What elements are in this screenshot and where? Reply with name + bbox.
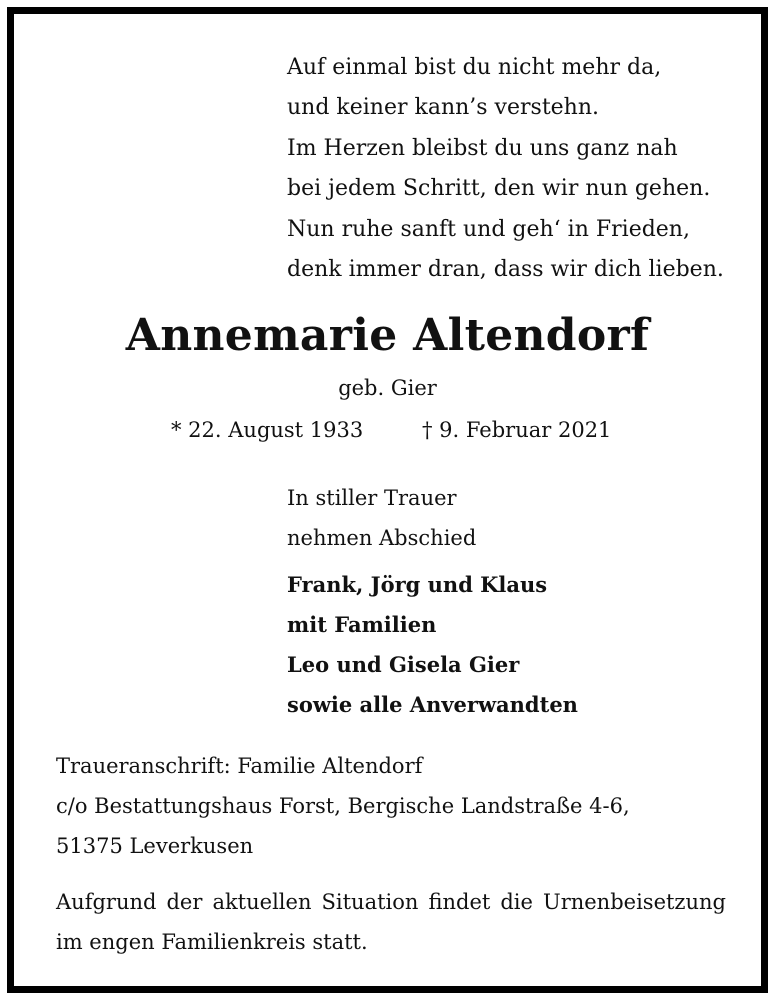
- poem-line: Im Herzen bleibst du uns ganz nah: [287, 135, 678, 161]
- address-line: c/o Bestattungshaus Forst, Bergische Landstraße 4-6,: [56, 794, 630, 818]
- maiden-name: geb. Gier: [338, 376, 437, 400]
- mourning-intro: [287, 478, 476, 558]
- burial-notice: [56, 882, 726, 962]
- notice-line: im engen Familienkreis statt.: [56, 930, 368, 954]
- mourning-line: In stiller Trauer: [287, 486, 457, 510]
- mourning-line: nehmen Abschied: [287, 526, 477, 550]
- memorial-poem: [287, 48, 724, 290]
- mourner-line: Leo und Gisela Gier: [287, 652, 520, 677]
- mourning-address: [56, 746, 630, 866]
- deceased-name: Annemarie Altendorf: [125, 310, 650, 361]
- mourner-line: mit Familien: [287, 612, 437, 637]
- poem-line: und keiner kann’s verstehn.: [287, 95, 600, 121]
- poem-line: denk immer dran, dass wir dich lieben.: [287, 257, 724, 283]
- poem-line: Nun ruhe sanft und geh‘ in Frieden,: [287, 216, 690, 242]
- mourner-line: Frank, Jörg und Klaus: [287, 572, 548, 597]
- address-line: 51375 Leverkusen: [56, 834, 254, 858]
- mourners-list: [287, 565, 578, 725]
- death-date: † 9. Februar 2021: [422, 418, 612, 442]
- poem-line: Auf einmal bist du nicht mehr da,: [287, 55, 662, 80]
- address-line: Traueranschrift: Familie Altendorf: [56, 754, 423, 778]
- birth-date: * 22. August 1933: [171, 418, 364, 442]
- poem-line: bei jedem Schritt, den wir nun gehen.: [287, 176, 711, 202]
- notice-line: Aufgrund der aktuellen Situation findet die Urnenbeisetzung: [56, 890, 726, 914]
- mourner-line: sowie alle Anverwandten: [287, 692, 578, 717]
